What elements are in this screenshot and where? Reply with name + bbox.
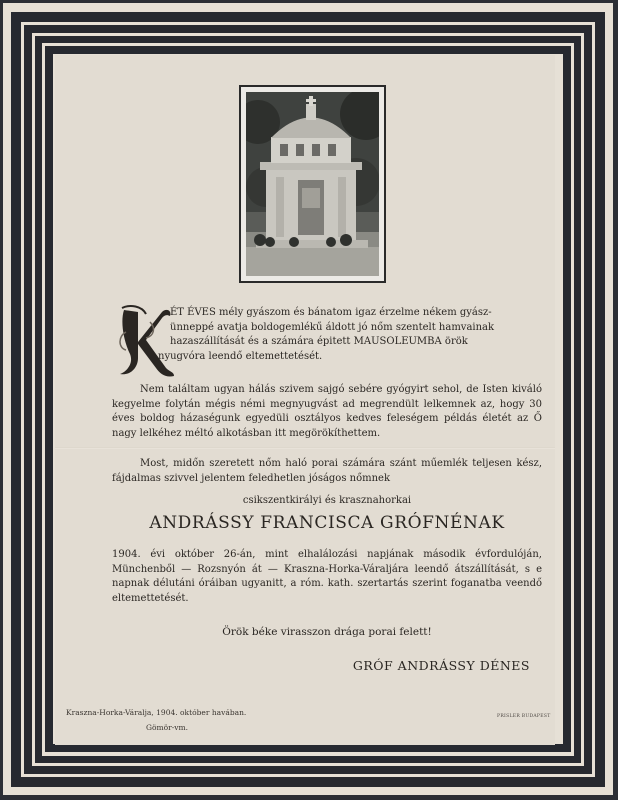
signature: GRÓF ANDRÁSSY DÉNES <box>352 658 530 673</box>
printer-mark: PRISLER BUDAPEST <box>497 714 551 719</box>
paragraph-1-line-2: ünneppé avatja boldogemlékű áldott jó nőm szentelt hamvainak <box>170 321 495 333</box>
closing-line: Örök béke virasszon drága porai felett! <box>222 626 432 638</box>
mausoleum-image <box>246 92 379 276</box>
paper-fold-line <box>55 447 555 449</box>
nobility-line: csikszentkirályi és krasznahorkai <box>242 495 412 506</box>
place-date: Kraszna-Horka-Váralja, 1904. október havában. <box>66 708 247 717</box>
paragraph-3: Most, midőn szeretett nőm haló porai számára szánt műemlék teljesen kész, fájdalmas szivvel jelentem feledhetlen jóságos nőmnek <box>112 458 542 484</box>
paragraph-1-line-3: hazaszállítását és a számára épitett MAUSOLEUMBA örök <box>170 336 468 348</box>
mausoleum-photo <box>239 85 386 283</box>
deceased-name: ANDRÁSSY FRANCISCA GRÓFNÉNAK <box>149 513 505 533</box>
paragraph-2: Nem találtam ugyan hálás szivem sajgó sebére gyógyirt sehol, de Isten kiváló kegyelme folytán mégis némi megnyugvást ad megrendült lelkemnek az, hogy 30 éves boldog házaségunk egyedüli osztályos kedves feleségem példás életét az Ő nagy lelkéhez méltó alkotásban itt megörökíthettem. <box>112 384 542 439</box>
paragraph-1 <box>112 306 542 364</box>
paragraph-1-line-1: ÉT ÉVES mély gyászom és bánatom igaz érzelme nékem gyász- <box>170 307 492 318</box>
county-line: Gömör-vm. <box>146 723 188 732</box>
paragraph-4: 1904. évi október 26-án, mint elhalálozási napjának második évfordulóján, Münchenből — Rozsnyón át — Kraszna-Horka-Váraljára leendő átszállítását, s e napnak délutáni óráiban ugyanitt, a róm. kath. szertartás szerint foganatba veendő eltemettetését. <box>112 549 542 604</box>
paragraph-1-line-4: nyugvóra leendő eltemettetését. <box>158 350 323 362</box>
